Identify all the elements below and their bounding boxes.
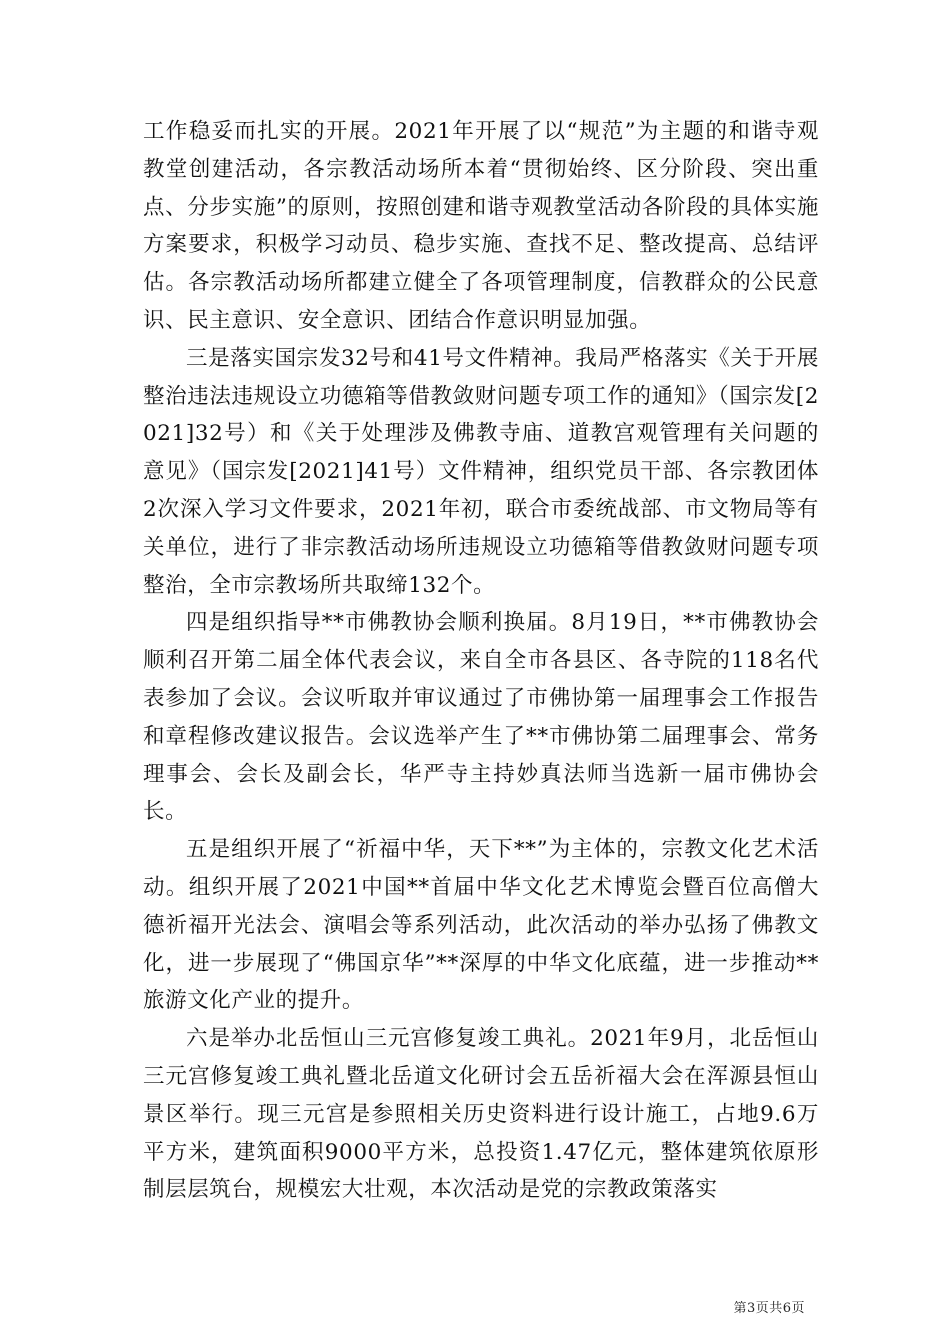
document-body [143,113,819,1209]
paragraph-3: 四是组织指导**市佛教协会顺利换届。8月19日，**市佛教协会顺利召开第二届全体代表会议，来自全市各县区、各寺院的118名代表参加了会议。会议听取并审议通过了市佛协第一届理事会工作报告和章程修改建议报告。会议选举产生了**市佛协第二届理事会、常务理事会、会长及副会长，华严寺主持妙真法师当选新一届市佛协会长。 [143,610,819,825]
paragraph-5: 六是举办北岳恒山三元宫修复竣工典礼。2021年9月，北岳恒山三元宫修复竣工典礼暨北岳道文化研讨会五岳祈福大会在浑源县恒山景区举行。现三元宫是参照相关历史资料进行设计施工，占地9.6万平方米，建筑面积9000平方米，总投资1.47亿元，整体建筑依原形制层层筑台，规模宏大壮观，本次活动是党的宗教政策落实 [143,1026,819,1203]
page-number-footer: 第3页共6页 [733,1301,805,1316]
paragraph-1: 工作稳妥而扎实的开展。2021年开展了以“规范”为主题的和谐寺观教堂创建活动，各宗教活动场所本着“贯彻始终、区分阶段、突出重点、分步实施”的原则，按照创建和谐寺观教堂活动各阶段的具体实施方案要求，积极学习动员、稳步实施、查找不足、整改提高、总结评估。各宗教活动场所都建立健全了各项管理制度，信教群众的公民意识、民主意识、安全意识、团结合作意识明显加强。 [143,119,819,333]
paragraph-2: 三是落实国宗发32号和41号文件精神。我局严格落实《关于开展整治违法违规设立功德箱等借教敛财问题专项工作的通知》（国宗发[2021]32号）和《关于处理涉及佛教寺庙、道教宫观管理有关问题的意见》（国宗发[2021]41号）文件精神，组织党员干部、各宗教团体2次深入学习文件要求，2021年初，联合市委统战部、市文物局等有关单位，进行了非宗教活动场所违规设立功德箱等借教敛财问题专项整治，全市宗教场所共取缔132个。 [143,345,819,598]
paragraph-4: 五是组织开展了“祈福中华，天下**”为主体的，宗教文化艺术活动。组织开展了2021中国**首届中华文化艺术博览会暨百位高僧大德祈福开光法会、演唱会等系列活动，此次活动的举办弘扬了佛教文化，进一步展现了“佛国京华”**深厚的中华文化底蕴，进一步推动**旅游文化产业的提升。 [143,837,819,1014]
